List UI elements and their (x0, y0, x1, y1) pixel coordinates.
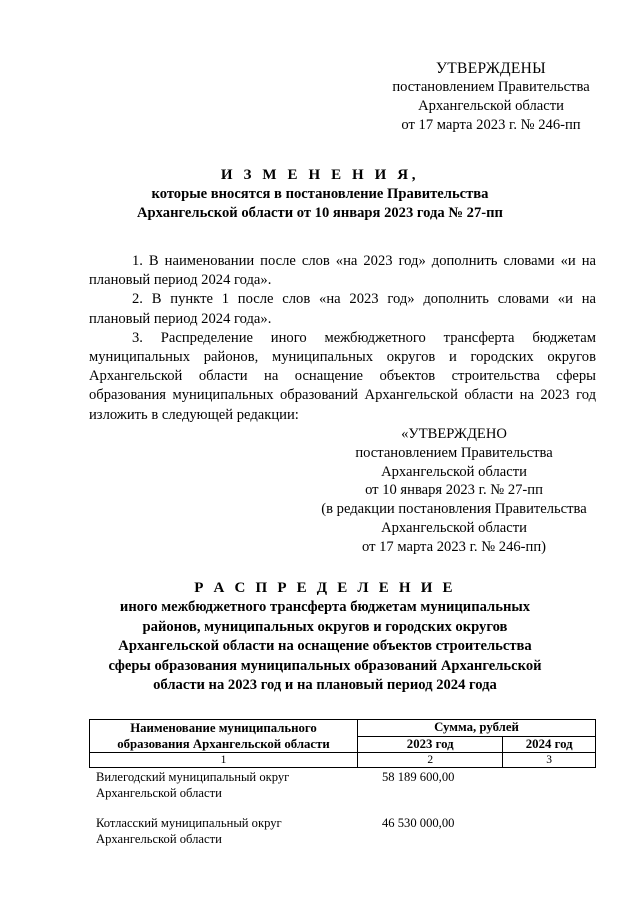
amendment-item-3: 3. Распределение иного межбюджетного трансферта бюджетам муниципальных районов, муниципальных округов и городских округов Архангельской области на оснащение объектов строительства сферы образования муниципальных образований Архангельской области на 2023 год изложить в следующей редакции: (89, 329, 596, 423)
changes-heading: И З М Е Н Е Н И Я, (220, 167, 420, 183)
distribution-subtitle-line: области на 2023 год и на плановый период 2024 года (153, 677, 497, 694)
column-number: 1 (90, 753, 358, 768)
changes-subtitle-line: которые вносятся в постановление Правительства (151, 186, 489, 202)
column-number: 3 (503, 753, 596, 768)
approval-line: от 10 января 2023 г. № 27-пп (365, 482, 543, 499)
distribution-subtitle-line: сферы образования муниципальных образований Архангельской (108, 657, 542, 674)
header-text: образования Архангельской области (117, 737, 330, 751)
approval-heading: УТВЕРЖДЕНЫ (436, 60, 546, 77)
table-row (96, 816, 596, 862)
amendment-item-1: 1. В наименовании после слов «на 2023 год» дополнить словами «и на плановый период 2024 года». (89, 253, 596, 289)
approval-line: Архангельской области (418, 98, 564, 114)
distribution-title (80, 579, 570, 695)
distribution-table (89, 719, 596, 768)
distribution-heading: Р А С П Р Е Д Е Л Е Н И Е (194, 580, 456, 596)
distribution-subtitle-line: иного межбюджетного трансферта бюджетам муниципальных (119, 599, 531, 616)
distribution-subtitle-line: Архангельской области на оснащение объектов строительства (118, 638, 532, 655)
approval-line: (в редакции постановления Правительства (321, 501, 587, 518)
table-header-year-2024: 2024 год (503, 736, 596, 753)
column-number: 2 (358, 753, 503, 768)
approval-line: от 17 марта 2023 г. № 246-пп) (361, 538, 547, 555)
municipality-name (96, 770, 366, 801)
table-header-year-2023: 2023 год (358, 736, 503, 753)
approval-stamp (370, 59, 612, 135)
approval-line: «УТВЕРЖДЕНО (401, 426, 507, 442)
table-body (96, 770, 596, 862)
municipality-name-line: Котласский муниципальный округ (96, 816, 282, 830)
amendment-item-2: 2. В пункте 1 после слов «на 2023 год» дополнить словами «и на плановый период 2024 года». (89, 291, 596, 327)
approval-stamp-revised (300, 425, 608, 557)
changes-title (60, 166, 580, 223)
distribution-subtitle-line: районов, муниципальных округов и городских округов (142, 618, 508, 635)
amount-2023: 58 189 600,00 (382, 770, 455, 784)
table-header-sum: Сумма, рублей (358, 720, 596, 737)
municipality-name-line: Вилегодский муниципальный округ (96, 770, 290, 784)
municipality-name-line: Архангельской области (96, 785, 222, 800)
changes-subtitle-line: Архангельской области от 10 января 2023 года № 27-пп (137, 205, 503, 221)
approval-line: постановлением Правительства (392, 79, 590, 95)
approval-line: Архангельской области (381, 463, 527, 480)
amendment-items (89, 252, 596, 425)
approval-line: от 17 марта 2023 г. № 246-пп (401, 117, 581, 133)
table-row (96, 770, 596, 816)
header-text: Наименование муниципального (130, 721, 317, 735)
table-header-municipality (90, 720, 358, 753)
approval-line: постановлением Правительства (355, 444, 553, 461)
municipality-name-line: Архангельской области (96, 831, 222, 846)
municipality-name (96, 816, 366, 847)
amount-2023: 46 530 000,00 (382, 816, 455, 830)
approval-line: Архангельской области (381, 519, 527, 536)
